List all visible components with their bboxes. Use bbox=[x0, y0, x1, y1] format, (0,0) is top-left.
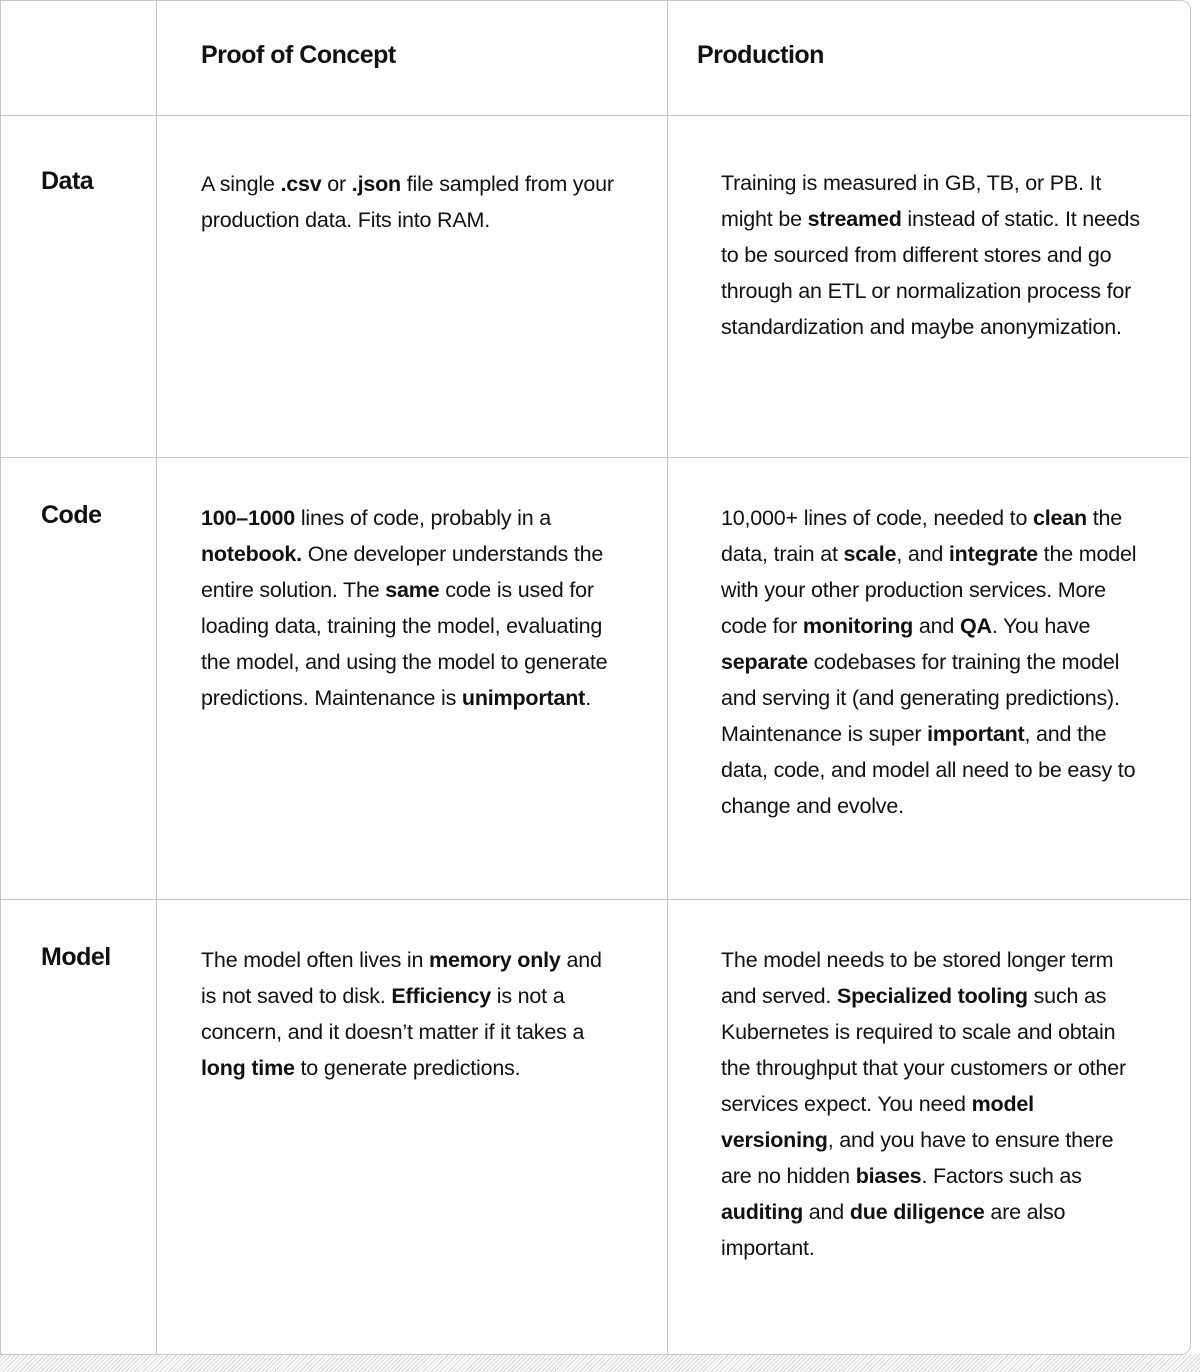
cell-text: and bbox=[913, 614, 960, 638]
emphasis-text: same bbox=[385, 578, 440, 602]
column-divider bbox=[667, 1, 668, 1354]
header-proof-of-concept: Proof of Concept bbox=[201, 41, 396, 69]
column-divider bbox=[156, 1, 157, 1354]
cell-text: lines of code, probably in a bbox=[295, 506, 552, 530]
emphasis-text: .json bbox=[351, 172, 401, 196]
cell-model-poc bbox=[201, 942, 621, 1086]
emphasis-text: monitoring bbox=[802, 614, 914, 638]
header-production: Production bbox=[697, 41, 824, 69]
emphasis-text: important bbox=[927, 722, 1025, 746]
emphasis-text: notebook. bbox=[201, 542, 302, 566]
emphasis-text: unimportant bbox=[461, 686, 586, 710]
emphasis-text: separate bbox=[721, 650, 808, 674]
cell-text: Training is measured in GB, TB, or PB. It might be bbox=[721, 171, 1102, 231]
cell-text: The model often lives in bbox=[201, 948, 430, 972]
emphasis-text: Specialized tooling bbox=[836, 984, 1028, 1008]
row-divider bbox=[1, 899, 1190, 900]
cell-text: , and the data, code, and model all need to be easy to change and evolve. bbox=[721, 722, 1136, 818]
cell-code-poc bbox=[201, 500, 621, 716]
cell-text: 10,000+ lines of code, needed to bbox=[721, 506, 1033, 530]
cell-text: A single bbox=[201, 172, 281, 196]
emphasis-text: .csv bbox=[280, 172, 322, 196]
cell-text: . You have bbox=[991, 614, 1091, 638]
cell-text: and is not saved to disk. bbox=[201, 948, 602, 1008]
emphasis-text: auditing bbox=[721, 1200, 803, 1224]
cell-text: codebases for training the model and serving it (and generating predictions). Maintenance is super bbox=[721, 650, 1120, 746]
row-divider bbox=[1, 457, 1190, 458]
row-label-model: Model bbox=[41, 943, 111, 971]
cell-text: or bbox=[321, 172, 352, 196]
cell-data-poc bbox=[201, 166, 621, 238]
cell-text: are also important. bbox=[721, 1200, 1066, 1260]
cell-text: instead of static. It needs to be sourced from different stores and go through an ETL or normalization process for standardization and maybe anonymization. bbox=[721, 207, 1140, 339]
emphasis-text: long time bbox=[201, 1056, 295, 1080]
emphasis-text: biases bbox=[855, 1164, 922, 1188]
row-label-code: Code bbox=[41, 501, 102, 529]
cell-text: the data, train at bbox=[721, 506, 1123, 566]
cell-text: . bbox=[585, 686, 591, 710]
cell-data-production bbox=[721, 165, 1141, 345]
emphasis-text: QA bbox=[959, 614, 992, 638]
row-divider bbox=[1, 115, 1190, 116]
cell-text: file sampled from your production data. Fits into RAM. bbox=[201, 172, 614, 232]
cell-text: such as Kubernetes is required to scale and obtain the throughput that your customers or other services expect. You need bbox=[721, 984, 1126, 1116]
cell-text: the model with your other production services. More code for bbox=[721, 542, 1137, 638]
row-label-data: Data bbox=[41, 167, 94, 195]
emphasis-text: clean bbox=[1032, 506, 1087, 530]
emphasis-text: scale bbox=[843, 542, 897, 566]
cell-text: code is used for loading data, training the model, evaluating the model, and using the model to generate predictions. Maintenance is bbox=[201, 578, 608, 710]
emphasis-text: integrate bbox=[948, 542, 1038, 566]
cell-text: , and bbox=[896, 542, 949, 566]
cell-text: and bbox=[803, 1200, 850, 1224]
cell-text: to generate predictions. bbox=[294, 1056, 521, 1080]
emphasis-text: model versioning bbox=[721, 1092, 1034, 1152]
emphasis-text: memory only bbox=[429, 948, 561, 972]
cell-text: . Factors such as bbox=[921, 1164, 1082, 1188]
hatched-bottom-edge bbox=[0, 1354, 1200, 1372]
emphasis-text: streamed bbox=[807, 207, 902, 231]
cell-model-production bbox=[721, 942, 1141, 1266]
cell-text: , and you have to ensure there are no hidden bbox=[721, 1128, 1114, 1188]
emphasis-text: 100–1000 bbox=[201, 506, 296, 530]
cell-code-production bbox=[721, 500, 1141, 824]
emphasis-text: Efficiency bbox=[391, 984, 491, 1008]
cell-text: is not a concern, and it doesn’t matter if it takes a bbox=[201, 984, 585, 1044]
cell-text: One developer understands the entire solution. The bbox=[201, 542, 604, 602]
cell-text: The model needs to be stored longer term and served. bbox=[721, 948, 1114, 1008]
emphasis-text: due diligence bbox=[849, 1200, 985, 1224]
